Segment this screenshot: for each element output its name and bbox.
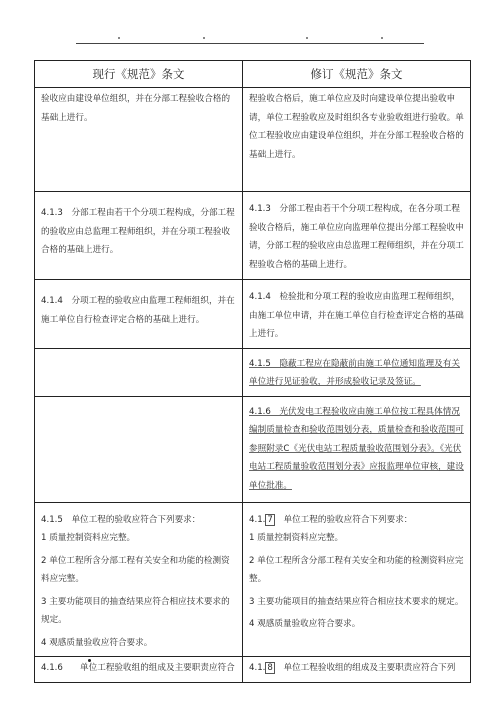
clause-item: 4 观感质量验收应符合要求。 bbox=[249, 619, 361, 629]
clause-text bbox=[249, 511, 464, 530]
table-row bbox=[35, 348, 471, 396]
revised-clause-cell bbox=[243, 396, 471, 502]
header-rule bbox=[76, 43, 424, 44]
revision-mark: 7 bbox=[267, 514, 273, 525]
clause-text: 4.1.4 检验批和分项工程的验收应由监理工程师组织，由施工单位申请，并在施工单位自行检查评定合格的基础上进行。 bbox=[249, 292, 464, 339]
column-header-revised: 修订《规范》条文 bbox=[243, 61, 471, 88]
clause-heading: 单位工程验收组的组成及主要职责应符合下列 bbox=[274, 663, 456, 673]
clause-item: 4 观感质量验收应符合要求。 bbox=[41, 637, 153, 648]
header-mark bbox=[118, 37, 120, 39]
footer-mark bbox=[88, 659, 91, 662]
clause-item: 3 主要功能项目的抽查结果应符合相应技术要求的规定。 bbox=[249, 596, 464, 607]
header-mark bbox=[306, 37, 308, 39]
revision-mark: 8 bbox=[267, 663, 273, 673]
current-clause-cell bbox=[35, 657, 243, 683]
current-clause-cell bbox=[35, 88, 243, 192]
clause-item: 1 质量控制资料应完整。 bbox=[41, 533, 136, 543]
clause-text: 4.1.3 分部工程由若干个分项工程构成，分部工程的验收应由总监理工程师组织，并在分项工程验收合格的基础上进行。 bbox=[41, 208, 235, 255]
clause-number: 4.1. bbox=[249, 514, 266, 525]
clause-item: 2 单位工程所含分部工程有关安全和功能的检测资料应完整。 bbox=[41, 555, 230, 584]
clause-text: 4.1.6 单位工程验收组的组成及主要职责应符合 bbox=[41, 663, 235, 673]
clause-text: 4.1.5 隐蔽工程应在隐蔽前由施工单位通知监理及有关单位进行见证验收，并形成验收记录及签证。 bbox=[249, 358, 460, 387]
clause-item: 2 单位工程所含分部工程有关安全和功能的检测资料应完整。 bbox=[249, 555, 464, 584]
clause-text bbox=[249, 659, 464, 678]
table-row bbox=[35, 396, 471, 502]
clause-text: 4.1.6 光伏发电工程验收应由施工单位按工程具体情况编制质量检查和验收范围划分表，质量检查和验收范围可参照附录C《光伏电站工程质量验收范围划分表》。《光伏电站工程质量验收范围划分表》应报监理单位审核，建设单位批准。 bbox=[249, 406, 464, 491]
current-clause-cell bbox=[35, 280, 243, 349]
table-row bbox=[35, 657, 471, 683]
header-mark bbox=[203, 37, 205, 39]
clause-text: 4.1.3 分部工程由若干个分项工程构成，在各分项工程验收合格后，施工单位应向监理单位提出分部工程验收申请，分部工程的验收应由总监理工程师组织，并在分项工程验收合格的基础上进行。 bbox=[249, 204, 464, 270]
table-header-row bbox=[35, 61, 471, 88]
clause-text: 程验收合格后，施工单位应及时向建设单位提出验收申请，单位工程验收应及时组织各专业验收组进行验收。单位工程验收应由建设单位组织，并在分部工程验收合格的基础上进行。 bbox=[249, 94, 464, 160]
clause-item: 1 质量控制资料应完整。 bbox=[249, 533, 344, 543]
revised-clause-cell bbox=[243, 348, 471, 396]
current-clause-cell bbox=[35, 348, 243, 396]
current-clause-cell bbox=[35, 192, 243, 280]
clause-text: 4.1.4 分项工程的验收应由监理工程师组织，并在施工单位自行检查评定合格的基础上进行。 bbox=[41, 296, 235, 325]
current-clause-cell bbox=[35, 502, 243, 657]
clause-text: 4.1.5 单位工程的验收应符合下列要求： bbox=[41, 514, 201, 525]
table-row bbox=[35, 502, 471, 657]
revised-clause-cell bbox=[243, 88, 471, 192]
revised-clause-cell bbox=[243, 502, 471, 657]
comparison-table bbox=[34, 60, 471, 683]
clause-number: 4.1. bbox=[249, 663, 266, 673]
current-clause-cell bbox=[35, 396, 243, 502]
header-mark bbox=[381, 37, 383, 39]
table-row bbox=[35, 192, 471, 280]
revised-clause-cell bbox=[243, 657, 471, 683]
clause-text: 验收应由建设单位组织，并在分部工程验收合格的基础上进行。 bbox=[41, 94, 231, 123]
clause-item: 3 主要功能项目的抽查结果应符合相应技术要求的规定。 bbox=[41, 596, 230, 625]
table-row bbox=[35, 88, 471, 192]
table-row bbox=[35, 280, 471, 349]
revised-clause-cell bbox=[243, 192, 471, 280]
column-header-current: 现行《规范》条文 bbox=[35, 61, 243, 88]
clause-heading: 单位工程的验收应符合下列要求： bbox=[274, 514, 413, 525]
revised-clause-cell bbox=[243, 280, 471, 349]
